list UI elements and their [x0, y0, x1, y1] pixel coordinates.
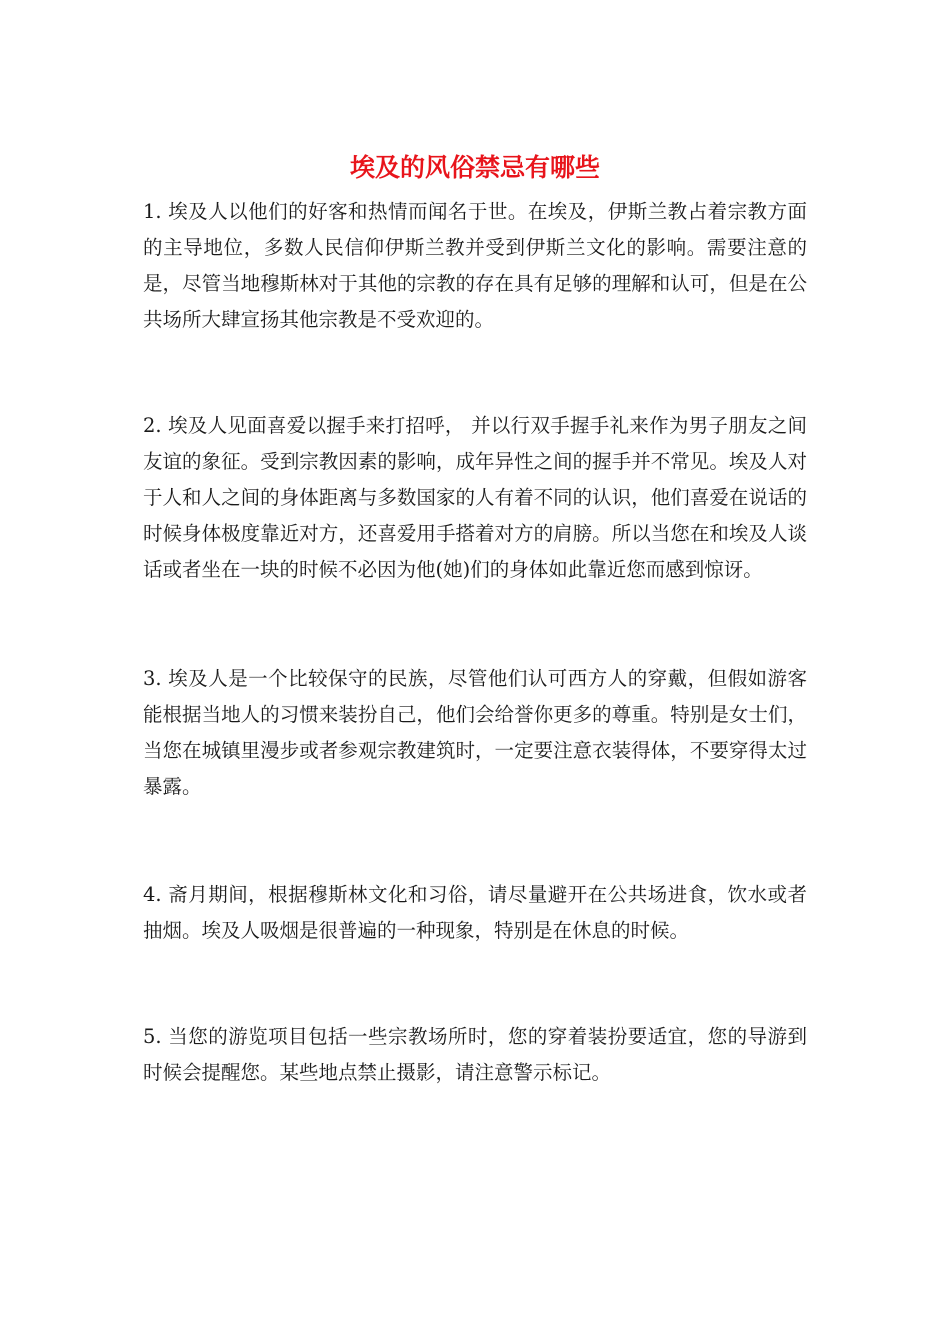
- paragraph-5: 5. 当您的游览项目包括一些宗教场所时，您的穿着装扮要适宜，您的导游到时候会提醒您。某些地点禁止摄影，请注意警示标记。: [143, 1025, 807, 1084]
- paragraph-3: 3. 埃及人是一个比较保守的民族，尽管他们认可西方人的穿戴，但假如游客能根据当地人的习惯来装扮自己，他们会给誉你更多的尊重。特别是女士们，当您在城镇里漫步或者参观宗教建筑时，一定要注意衣装得体，不要穿得太过暴露。: [143, 667, 807, 798]
- document-title: 埃及的风俗禁忌有哪些: [349, 153, 600, 182]
- paragraph-2: 2. 埃及人见面喜爱以握手来打招呼， 并以行双手握手礼来作为男子朋友之间友谊的象征。受到宗教因素的影响，成年异性之间的握手并不常见。埃及人对于人和人之间的身体距离与多数国家的人有着不同的认识，他们喜爱在说话的时候身体极度靠近对方，还喜爱用手搭着对方的肩膀。所以当您在和埃及人谈话或者坐在一块的时候不必因为他(她)们的身体如此靠近您而感到惊讶。: [143, 414, 807, 581]
- paragraph-4: 4. 斋月期间，根据穆斯林文化和习俗，请尽量避开在公共场进食，饮水或者抽烟。埃及人吸烟是很普遍的一种现象，特别是在休息的时候。: [143, 883, 807, 942]
- paragraph-1: 1. 埃及人以他们的好客和热情而闻名于世。在埃及，伊斯兰教占着宗教方面的主导地位，多数人民信仰伊斯兰教并受到伊斯兰文化的影响。需要注意的是，尽管当地穆斯林对于其他的宗教的存在具有足够的理解和认可，但是在公共场所大肆宣扬其他宗教是不受欢迎的。: [143, 200, 807, 331]
